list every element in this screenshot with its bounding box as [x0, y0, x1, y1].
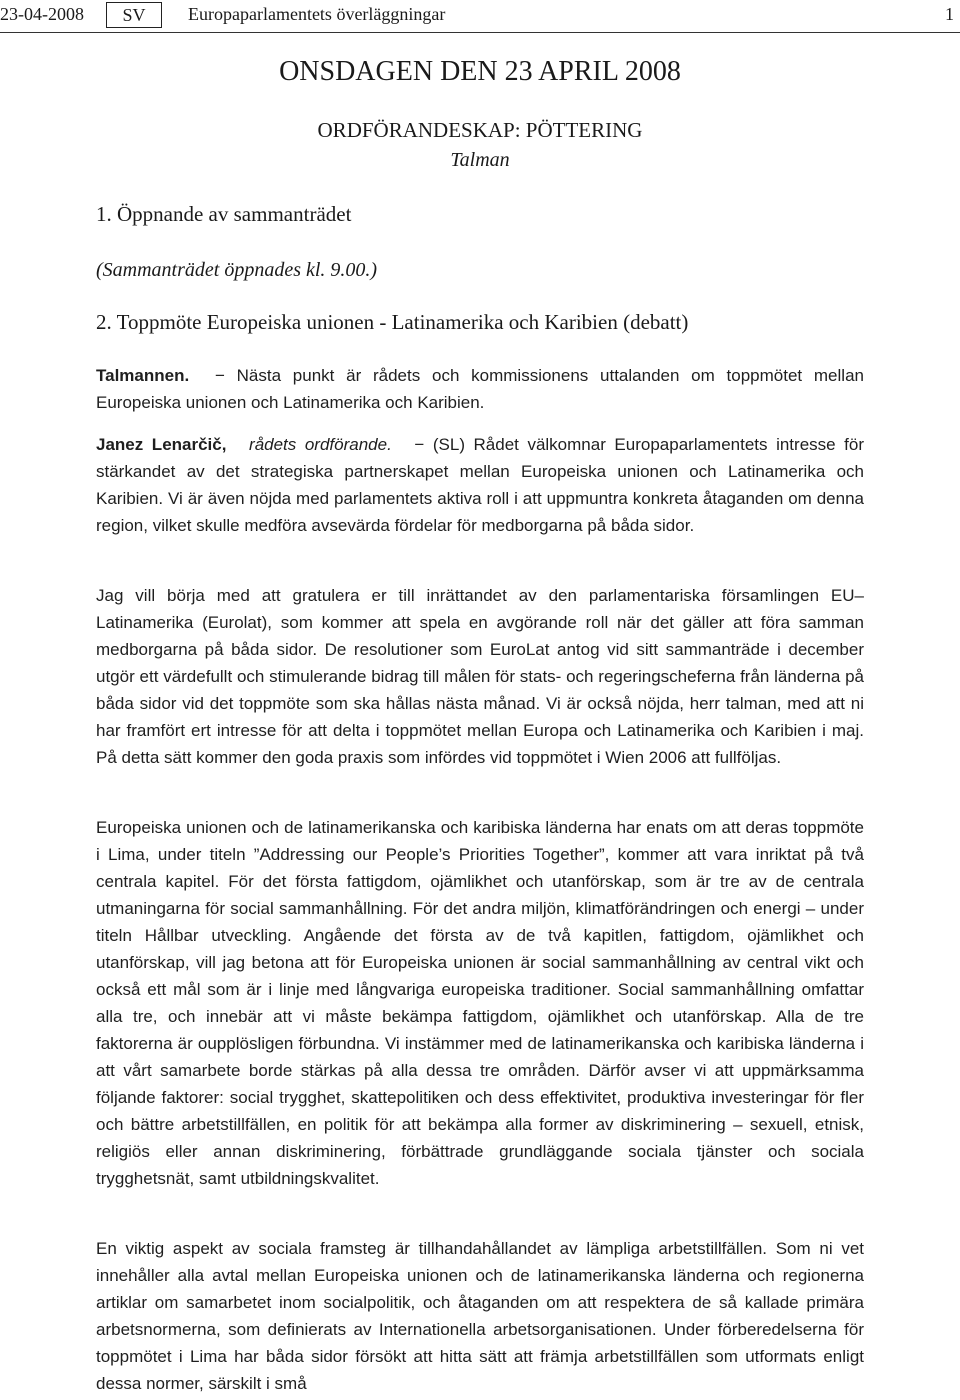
speech-paragraph	[96, 431, 864, 539]
speech-paragraph: En viktig aspekt av sociala framsteg är tillhandahållandet av lämpliga arbetstillfällen. Som ni vet innehåller alla avtal mellan Europeiska unionen och de latinamerikanska länderna och regionerna artiklar om samarbetet inom socialpolitik, och åtaganden om att respektera de så kallade primära arbetsnormerna, som definierats av Internationella arbetsorganisationen. Under förberedelserna för toppmötet i Lima har båda sidor försökt att hitta sätt att främja arbetstillfällen som utformats enligt dessa normer, särskilt i små	[96, 1239, 864, 1393]
speech-paragraph: Europeiska unionen och de latinamerikanska och karibiska länderna har enats om att deras toppmöte i Lima, under titeln ”Addressing our People’s Priorities Together”, kommer att vara inriktat på två centrala kapitel. För det första fattigdom, ojämlikhet och utanförskap, som är tre av de centrala utmaningarna för social sammanhållning. För det andra miljön, klimatförändringen och energi – under titeln Hållbar utveckling. Angående det första av de två kapitlen, fattigdom, ojämlikhet och utanförskap, vill jag betona att för Europeiska unionen är social sammanhållning av central vikt och också ett mål som är i linje med långvariga europeiska traditioner. Social sammanhållning omfattar alla tre, och innebär att vi måste bekämpa fattigdom, ojämlikhet och utanförskap. Alla de tre faktorerna är oupplösligen förbundna. Vi instämmer med de latinamerikanska och karibiska länderna i att vårt samarbete borde stärkas på alla dessa tre områden. Därför avser vi att uppmärksamma följande faktorer: social trygghet, skattepolitiken och dess effektivitet, produktiva investeringar för fler och bättre arbetstillfällen, en politik för att bekämpa alla former av diskriminering – sexuell, etnisk, religiös eller annan diskriminering, förbättrade grundläggande sociala tjänster och sociala trygghetsnät, samt utbildningskvalitet.	[96, 818, 864, 1188]
running-header	[0, 0, 960, 33]
president-title: Talman	[450, 149, 510, 171]
speech-paragraph	[96, 362, 864, 416]
language-code-box: SV	[106, 2, 162, 28]
publication-title: Europaparlamentets överläggningar	[188, 4, 446, 24]
page-number: 1	[945, 4, 954, 24]
speaker-name: Talmannen.	[96, 366, 190, 385]
header-date: 23-04-2008	[0, 4, 84, 24]
dash: −	[414, 435, 425, 454]
opening-note: (Sammanträdet öppnades kl. 9.00.)	[96, 259, 378, 281]
agenda-item-heading: 2. Toppmöte Europeiska unionen - Latinamerika och Karibien (debatt)	[96, 310, 689, 334]
presidency-heading: ORDFÖRANDESKAP: PÖTTERING	[317, 118, 643, 142]
speech-paragraph: Jag vill börja med att gratulera er till inrättandet av den parlamentariska församlingen EU–Latinamerika (Eurolat), som kommer att spela en avgörande roll när det gäller att föra samman medborgarna på båda sidor. De resolutioner som EuroLat antog vid sitt sammanträde i december utgör ett värdefullt och stimulerande bidrag till målen för stats- och regeringscheferna från länderna på båda sidor vid det toppmöte som ska hållas nästa månad. Vi är också nöjda, herr talman, med att ni har framfört ert intresse för att delta i toppmötet mellan Europa och Latinamerika och Karibien i maj. På detta sätt kommer den goda praxis som infördes vid toppmötet i Wien 2006 att fullföljas.	[96, 586, 864, 767]
agenda-item-heading: 1. Öppnande av sammanträdet	[96, 202, 352, 226]
speaker-name: Janez Lenarčič,	[96, 435, 227, 454]
speech-text: Nästa punkt är rådets och kommissionens uttalanden om toppmötet mellan Europeiska unionen och Latinamerika och Karibien.	[96, 366, 864, 412]
dash: −	[214, 366, 225, 385]
speech-text: (SL) Rådet välkomnar Europaparlamentets intresse för stärkandet av det strategiska partnerskapet mellan Europeiska unionen och Latinamerika och Karibien. Vi är även nöjda med parlamentets aktiva roll i att uppmuntra konkreta åtaganden om denna region, vilket skulle medföra avsevärda fördelar för medborgarna på båda sidor.	[96, 435, 864, 535]
speaker-role: rådets ordförande.	[249, 435, 392, 454]
sitting-date-heading: ONSDAGEN DEN 23 APRIL 2008	[279, 56, 681, 87]
